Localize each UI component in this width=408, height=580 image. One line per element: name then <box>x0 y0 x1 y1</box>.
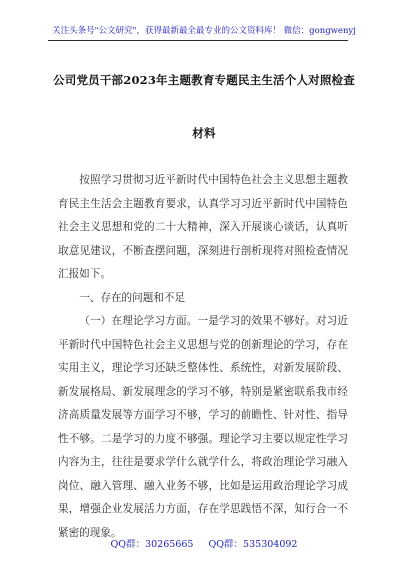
document-title-continuation: 材料 <box>192 126 216 140</box>
document-title: 公司党员干部2023年主题教育专题民主生活个人对照检查 <box>53 73 355 87</box>
footer-qq-group-2: QQ群：535304092 <box>208 539 298 550</box>
footer-qq-group-1: QQ群：30265665 <box>110 539 194 550</box>
body-paragraph: （一）在理论学习方面。一是学习的效果不够好。对习近平新时代中国特色社会主义思想与党的创新理论的学习，存在实用主义，理论学习还缺乏整体性、系统性，对新发展阶段、新发展格局、新发展理念的学习不够，特别是紧密联系我市经济高质量发展等方面学习不够，学习的前瞻性、针对性、指导性不够。二是学习的力度不够强。理论学习主要以规定性学习内容为主，往往是要求学什么就学什么，将政治理论学习融入岗位、融入管理、融入业务不够，比如是运用政治理论学习成果，增强企业发展活力方面，存在学思践悟不深，知行合一不紧密的现象。 <box>58 315 348 539</box>
footer-contact <box>0 536 408 550</box>
section-heading: 一、存在的问题和不足 <box>79 291 186 304</box>
document-body <box>58 169 348 545</box>
intro-paragraph: 按照学习贯彻习近平新时代中国特色社会主义思想主题教育民主生活会主题教育要求，认真学习习近平新时代中国特色社会主义思想和党的二十大精神，深入开展谈心谈话，认真听取意见建议，不断查摆问题，深刻进行剖析现将对照检查情况汇报如下。 <box>58 174 348 280</box>
header-banner: 关注头条号"公文研究"，获得最新最全最专业的公文资料库！ 微信：gongwenyj <box>52 26 356 36</box>
header-divider <box>48 40 348 41</box>
